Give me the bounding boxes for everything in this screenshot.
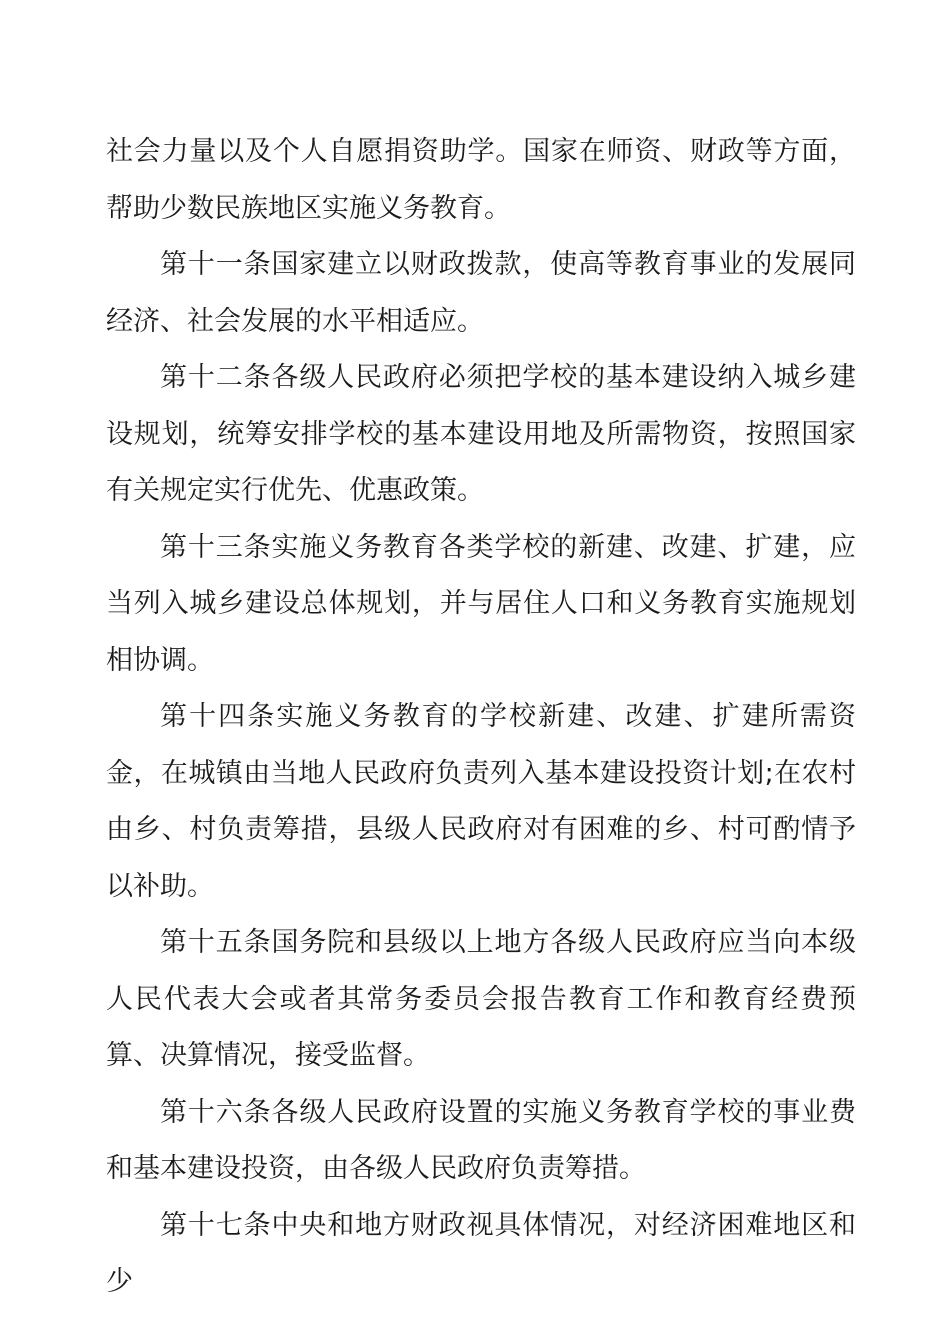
paragraph-continuation: 社会力量以及个人自愿捐资助学。国家在师资、财政等方面，帮助少数民族地区实施义务教育。 bbox=[106, 136, 856, 224]
article-11-paragraph: 第十一条国家建立以财政拨款，使高等教育事业的发展同经济、社会发展的水平相适应。 bbox=[106, 249, 856, 337]
article-14-paragraph: 第十四条实施义务教育的学校新建、改建、扩建所需资金，在城镇由当地人民政府负责列入基本建设投资计划;在农村由乡、村负责筹措，县级人民政府对有困难的乡、村可酌情予以补助。 bbox=[106, 701, 856, 902]
article-13-paragraph: 第十三条实施义务教育各类学校的新建、改建、扩建，应当列入城乡建设总体规划，并与居住人口和义务教育实施规划相协调。 bbox=[106, 531, 856, 676]
article-15-paragraph: 第十五条国务院和县级以上地方各级人民政府应当向本级人民代表大会或者其常务委员会报告教育工作和教育经费预算、决算情况，接受监督。 bbox=[106, 927, 856, 1071]
article-12-paragraph: 第十二条各级人民政府必须把学校的基本建设纳入城乡建设规划，统筹安排学校的基本建设用地及所需物资，按照国家有关规定实行优先、优惠政策。 bbox=[106, 362, 856, 506]
article-17-paragraph: 第十七条中央和地方财政视具体情况，对经济困难地区和少 bbox=[106, 1209, 856, 1297]
document-page bbox=[106, 124, 856, 1311]
article-16-paragraph: 第十六条各级人民政府设置的实施义务教育学校的事业费和基本建设投资，由各级人民政府负责筹措。 bbox=[106, 1096, 856, 1184]
